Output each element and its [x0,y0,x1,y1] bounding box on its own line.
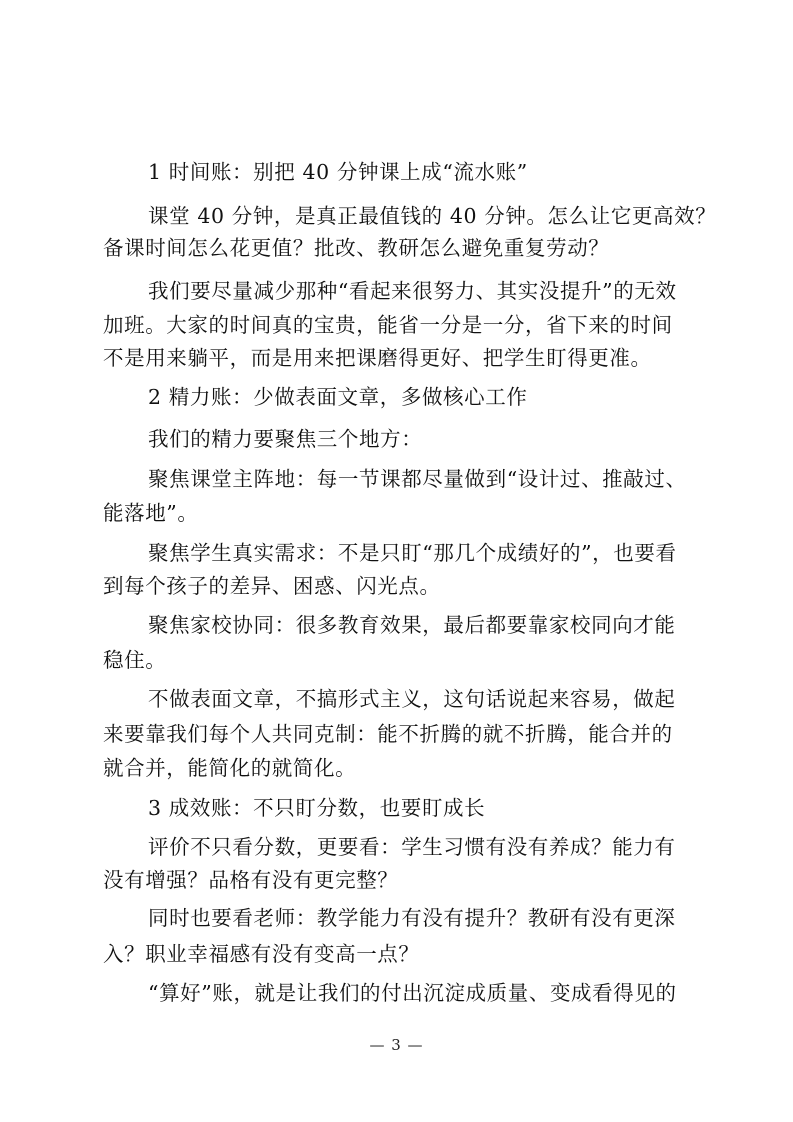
paragraph-line: 我们的精力要聚焦三个地方： [148,427,423,451]
paragraph-line: “算好”账，就是让我们的付出沉淀成质量、变成看得见的 [148,981,677,1005]
paragraph-line: 同时也要看老师：教学能力有没有提升？教研有没有更深 [148,906,676,930]
section-heading-energy: 2 精力账：少做表面文章，多做核心工作 [148,385,528,409]
paragraph-line: 加班。大家的时间真的宝贵，能省一分是一分，省下来的时间 [103,313,673,337]
paragraph-line: 来要靠我们每个人共同克制：能不折腾的就不折腾，能合并的 [103,722,673,746]
paragraph-line: 就合并，能简化的就简化。 [103,756,357,780]
paragraph-line: 聚焦学生真实需求：不是只盯“那几个成绩好的”，也要看 [148,541,677,565]
section-heading-results: 3 成效账：不只盯分数，也要盯成长 [148,796,486,820]
paragraph-line: 入？职业幸福感有没有变高一点？ [103,942,420,966]
page-number: — 3 — [369,1036,424,1054]
paragraph-line: 不是用来躺平，而是用来把课磨得更好、把学生盯得更准。 [103,346,652,370]
paragraph-line: 聚焦家校协同：很多教育效果，最后都要靠家校同向才能 [148,613,676,637]
paragraph-line: 不做表面文章，不搞形式主义，这句话说起来容易，做起 [148,687,676,711]
paragraph-line: 稳住。 [103,648,167,672]
section-heading-time: 1 时间账：别把 40 分钟课上成“流水账” [148,160,528,184]
paragraph-line: 评价不只看分数，更要看：学生习惯有没有养成？能力有 [148,835,676,859]
paragraph-line: 课堂 40 分钟，是真正最值钱的 40 分钟。怎么让它更高效？ [148,204,717,228]
paragraph-line: 到每个孩子的差异、困惑、闪光点。 [103,574,441,598]
paragraph-line: 备课时间怎么花更值？批改、教研怎么避免重复劳动？ [103,236,610,260]
paragraph-line: 我们要尽量减少那种“看起来很努力、其实没提升”的无效 [148,279,677,303]
paragraph-line: 没有增强？品格有没有更完整？ [103,868,399,892]
paragraph-line: 聚焦课堂主阵地：每一节课都尽量做到“设计过、推敲过、 [148,467,687,491]
paragraph-line: 能落地”。 [103,501,199,525]
